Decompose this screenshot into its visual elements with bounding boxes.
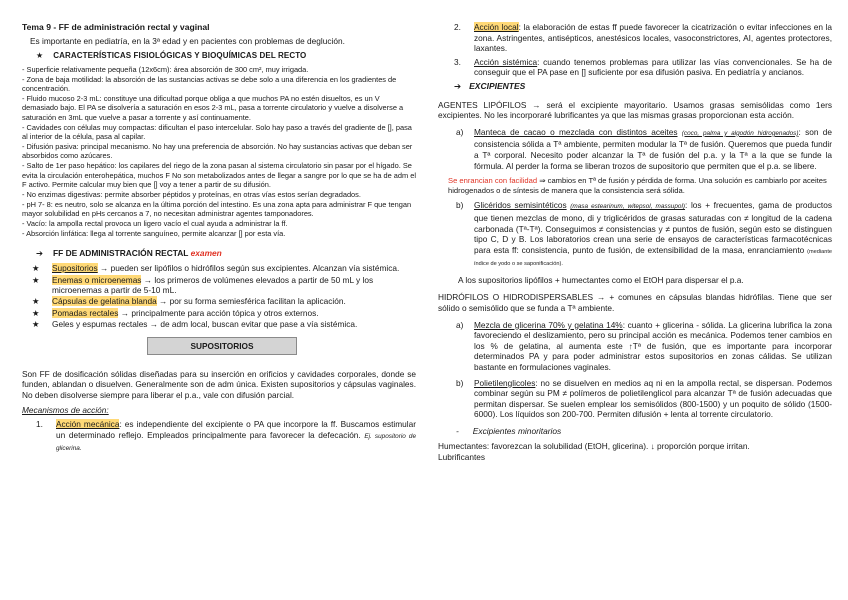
humectantes-line: Humectantes: favorezcan la solubilidad (EtOH, glicerina). ↓ proporción porque irritan. <box>438 440 750 451</box>
characteristics-list <box>22 65 416 239</box>
mechanism-item: 3. Acción sistémica: cuando tenemos problemas para utilizar las vías convencionales. Se ha de conseguir que el PA pase en [] suficiente por esa difusión pasiva. En pediatría y ancianos. <box>454 56 832 78</box>
star-icon: ★ <box>32 296 40 307</box>
list-item: - Cavidades con células muy compactas: dificultan el paso intercelular. Solo hay paso a través del gradiente de [], pasa al interior de la célula, pasa al capilar. <box>22 122 412 142</box>
list-item: ★ Enemas o microenemas → los primeros de volúmenes elevados a partir de 50 mL y los microenemas a partir de 5-10 mL. <box>32 274 374 295</box>
star-icon: ★ <box>32 274 40 285</box>
supositorios-definition: Son FF de dosificación sólidas diseñadas para su inserción en orificios y cavidades corporales, donde se funden, ablandan o disuelven. Generalmente son de adm única. Existen supositorios y cápsulas vaginales. No deben disolverse siempre para liberar el p.a., vale con difusión parcial. <box>22 368 416 400</box>
excipientes-heading: ➔ EXCIPIENTES <box>454 80 526 91</box>
star-icon: ★ <box>36 51 44 61</box>
right-column <box>438 22 832 469</box>
page-title: Tema 9 - FF de administración rectal y vaginal <box>22 22 210 32</box>
characteristics-heading: ★ CARACTERÍSTICAS FISIOLÓGICAS Y BIOQUÍMICAS DEL RECTO <box>36 51 307 61</box>
list-item: ★ Pomadas rectales → principalmente para acción tópica y otros externos. <box>32 307 319 318</box>
excipient-item: a) Mezcla de glicerina 70% y gelatina 14%: cuanto + glicerina - sólida. La glicerina lubrifica la zona favoreciendo el deslizamiento, pero su principal acción es mecánica. Podemos tener cambios en los % de gelatina, al aumenta este ↑Tª de fusión, que es importante para incorporar determinados PA y para poder administrar estos supositorios en zonas cálidas. Se utilizan bastante en formulaciones vaginales. <box>456 319 832 373</box>
list-item: ★ Supositorios → pueden ser lipófilos o hidrófilos según sus excipientes. Alcanzan vía sistémica. <box>32 263 400 274</box>
arrow-icon: ➔ <box>36 247 44 258</box>
arrow-icon: ➔ <box>454 80 462 91</box>
warning-note: Se enrancian con facilidad ⇒ cambios en Tª de fusión y pérdida de forma. Una solución es cambiarlo por aceites hidrogenados o de síntesis de manera que la consistencia será sólida. <box>448 176 827 195</box>
list-item: - Absorción linfática: llega al torrente sanguíneo, permite alcanzar [] por esta vía. <box>22 229 286 239</box>
list-item: - Vacío: la ampolla rectal provoca un ligero vacío el cual ayuda a administrar la ff. <box>22 219 288 229</box>
list-item: ★ Cápsulas de gelatina blanda → por su forma semiesférica facilitan la aplicación. <box>32 296 346 307</box>
excipient-item: a) Manteca de cacao o mezclada con distintos aceites (coco, palma y algodón hidrogenados): son de consistencia sólida a Tª ambiente, permiten modular la Tª de fusión. Queremos que pueda fundir a Tª corporal. Necesito poder alcanzar la Tª de fusión del p.a. y la Tª a la que se funde la fórmula. Al perder la forma se liberan trozos de supositorio que permiten que el p.a. se libere. <box>456 126 832 171</box>
mechanism-item: 2. Acción local: la elaboración de estas ff puede favorecer la cicatrización o evitar infecciones en la zona. Astringentes, antisépticos, anestésicos locales, vasoconstrictores, AI, agentes protectores, laxantes. <box>454 22 832 54</box>
list-item: - Salto de 1er paso hepático: los capilares del riego de la zona pasan al sistema circulatorio sin pasar por el hígado. Se evita la circulación enterohepática, muchos F No son metabolizados antes de llegar a sangre por lo que se ha de adm el F activo. Permite calcular muy bien que [] voy a tener a partir de su difusión. <box>22 161 416 190</box>
excipient-item: b) Polietilenglicoles: no se disuelven en medios aq ni en la ampolla rectal, se dispersan. Podemos combinar según su PM ≠ polímeros de polietilenglicol para alcanzar Tª de fusión adecuadas que permitan dispersar. Se suelen emplear los semisólidos (800-1500) y un poquito de sólido (1500-6000). Los líquidos son 200-700. Permiten difusión + lenta al torrente circulatorio. <box>456 377 832 420</box>
list-item: - No enzimas digestivas: permite absorber péptidos y proteínas, en otras vías estos serían degradados. <box>22 190 361 200</box>
list-item: - pH 7- 8: es neutro, solo se alcanza en la última porción del intestino. Es una zona apta para administrar F que tengan mayor solubilidad en pHs cercanos a 7, no necesitan administrar agentes tamponadores. <box>22 199 412 219</box>
star-icon: ★ <box>32 263 40 274</box>
list-item: - Zona de baja motilidad: la absorción de las sustancias activas se debe solo a una diferencia en los gradientes de concentración. <box>22 74 397 94</box>
ff-rectal-heading: ➔ FF DE ADMINISTRACIÓN RECTAL examen <box>36 247 222 258</box>
list-item: - Superficie relativamente pequeña (12x6cm): área absorción de 300 cm², muy irrigada. <box>22 64 309 74</box>
lubrificantes-line: Lubrificantes <box>438 452 486 463</box>
minor-excipients-heading: - Excipientes minoritarios <box>456 426 562 436</box>
hidrofilos-paragraph: HIDRÓFILOS O HIDRODISPERSABLES → + comunes en cápsulas blandas hidrófilas. Tiene que ser sólido o semisólido que se funda a Tª ambiente. <box>438 292 832 314</box>
star-icon: ★ <box>32 307 40 318</box>
intro-text: Es importante en pediatría, en la 3ª edad y en pacientes con problemas de deglución. <box>30 35 345 46</box>
exam-tag: examen <box>190 247 222 258</box>
list-item: - Fluido mucoso 2-3 mL: constituye una dificultad porque obliga a que muchos PA no estén disueltos, es un V demasiado bajo. El PA se disolvería a saturación en esos 2-3 mL, pasa a torrente circulatorio y vuelve a disolverse a saturación en 3mL que vuelve a pasar a torrente y así continuamente. <box>22 94 404 122</box>
excipient-item: b) Glicéridos semisintéticos (masa estearinum, witepsol, massupol): los + frecuentes, gama de productos que tienen mezclas de mono, di y triglicéridos de grasas saturadas con ≠ longitud de la cadena carbonada (Tª-Tª). Conseguimos ≠ consistencias y ≠ puntos de fusión, según esto se distinguen tipo C, D y B. Los laboratorios crean una serie de ensayos de características farmacotécnicas para esta ff: consistencia, punto de fusión, de extensibilidad de la masa, enranciamiento (mediante índice de yodo o se saponificación). <box>456 200 832 268</box>
ff-list <box>22 263 416 329</box>
humectant-note: A los supositorios lipófilos + humectantes como el EtOH para dispersar el p.a. <box>458 274 744 285</box>
star-icon: ★ <box>32 319 40 330</box>
list-item: - Difusión pasiva: principal mecanismo. No hay una preferencia de absorción. No hay sustancias activas que deban ser absorbidos como azúcares. <box>22 142 413 161</box>
left-column <box>22 22 416 458</box>
lipofilos-paragraph: AGENTES LIPÓFILOS → será el excipiente mayoritario. Usamos grasas semisólidas como 1ers excipientes. No les incorporaré lubrificantes ya que las mismas grasas proporcionan esta acción. <box>438 99 832 121</box>
mechanism-item: 1. Acción mecánica: es independiente del excipiente o PA que incorpore la ff. Buscamos estimular un determinado reflejo. Empleados principalmente para favorecer la defecación. Ej. supositorio de glicerina. <box>36 419 416 453</box>
mecanismos-label: Mecanismos de acción: <box>22 405 109 416</box>
supositorios-box: SUPOSITORIOS <box>147 337 297 355</box>
list-item: ★ Geles y espumas rectales → de adm local, buscan evitar que pase a vía sistémica. <box>32 319 358 330</box>
